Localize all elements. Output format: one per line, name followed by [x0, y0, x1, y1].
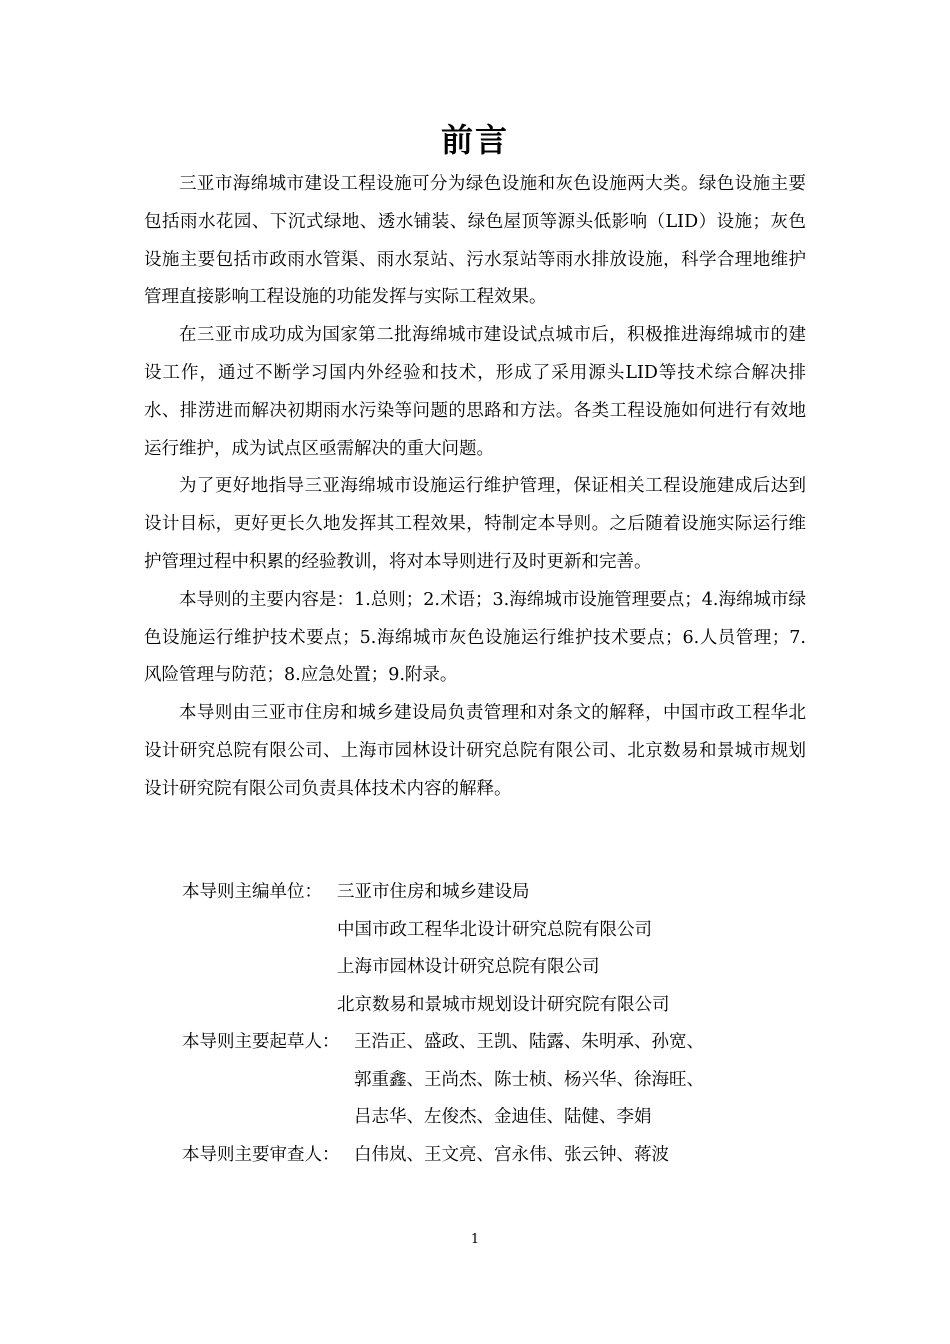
credits-units-row — [182, 874, 782, 1024]
drafters-list — [354, 1024, 704, 1137]
credits-drafters-row — [182, 1024, 782, 1137]
paragraph-1: 三亚市海绵城市建设工程设施可分为绿色设施和灰色设施两大类。绿色设施主要包括雨水花园、下沉式绿地、透水铺装、绿色屋顶等源头低影响（LID）设施；灰色设施主要包括市政雨水管渠、雨水泵站、污水泵站等雨水排放设施，科学合理地维护管理直接影响工程设施的功能发挥与实际工程效果。 — [144, 174, 806, 308]
credits-reviewers-row — [182, 1137, 782, 1175]
preface-body — [144, 166, 806, 809]
units-label: 本导则主编单位： — [182, 882, 322, 902]
reviewers-label: 本导则主要审查人： — [182, 1144, 340, 1165]
unit-item: 三亚市住房和城乡建设局 — [337, 882, 530, 902]
paragraph-3: 为了更好地指导三亚海绵城市设施运行维护管理，保证相关工程设施建成后达到设计目标，更好更长久地发挥其工程效果，特制定本导则。之后随着设施实际运行维护管理过程中积累的经验教训，将对本导则进行及时更新和完善。 — [144, 476, 806, 572]
paragraph-4: 本导则的主要内容是：1.总则；2.术语；3.海绵城市设施管理要点；4.海绵城市绿色设施运行维护技术要点；5.海绵城市灰色设施运行维护技术要点；6.人员管理；7.风险管理与防范；8.应急处置；9.附录。 — [144, 589, 806, 686]
unit-item: 上海市园林设计研究总院有限公司 — [337, 957, 600, 977]
unit-item: 中国市政工程华北设计研究总院有限公司 — [337, 919, 652, 940]
drafters-line: 吕志华、左俊杰、金迪佳、陆健、李娟 — [354, 1107, 652, 1127]
drafters-line: 郭重鑫、王尚杰、陈士桢、杨兴华、徐海旺、 — [354, 1069, 704, 1090]
paragraph-2: 在三亚市成功成为国家第二批海绵城市建设试点城市后，积极推进海绵城市的建设工作，通过不断学习国内外经验和技术，形成了采用源头LID等技术综合解决排水、排涝进而解决初期雨水污染等问题的思路和方法。各类工程设施如何进行有效地运行维护，成为试点区亟需解决的重大问题。 — [144, 325, 806, 459]
drafters-line: 王浩正、盛政、王凯、陆露、朱明承、孙宽、 — [354, 1032, 704, 1052]
units-list — [337, 874, 670, 1024]
credits-section — [182, 874, 782, 1174]
reviewers-list — [354, 1137, 669, 1175]
page-number: 1 — [470, 1232, 480, 1247]
drafters-label: 本导则主要起草人： — [182, 1032, 340, 1052]
page-title: 前言 — [440, 121, 509, 159]
paragraph-5: 本导则由三亚市住房和城乡建设局负责管理和对条文的解释，中国市政工程华北设计研究总院有限公司、上海市园林设计研究总院有限公司、北京数易和景城市规划设计研究院有限公司负责具体技术内容的解释。 — [144, 703, 806, 799]
reviewers-line: 白伟岚、王文亮、宫永伟、张云钟、蒋波 — [354, 1144, 669, 1165]
unit-item: 北京数易和景城市规划设计研究院有限公司 — [337, 994, 670, 1015]
